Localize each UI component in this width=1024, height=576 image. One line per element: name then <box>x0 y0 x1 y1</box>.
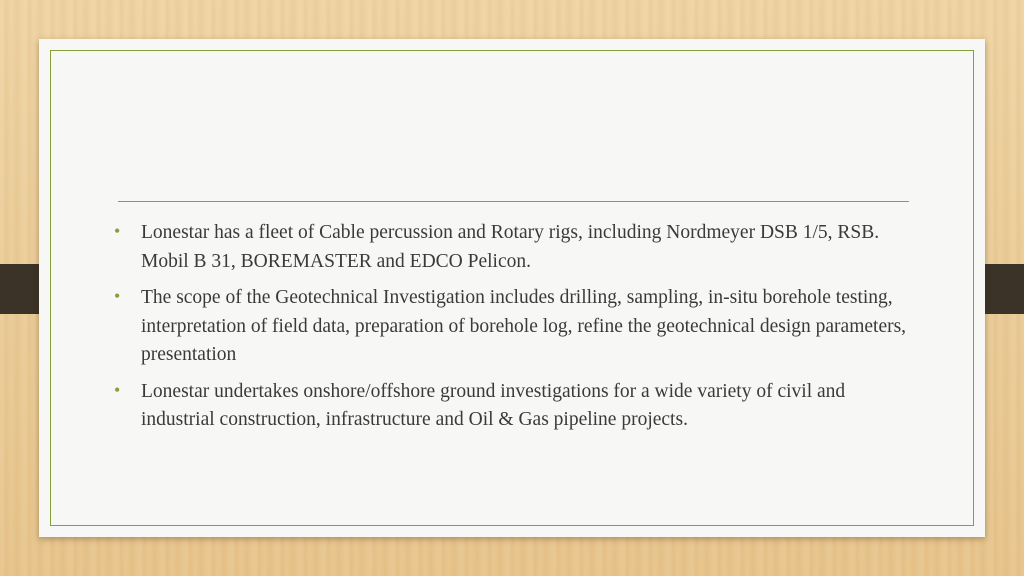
bullet-dot-icon: • <box>114 221 121 241</box>
bullet-item-investigations <box>113 378 913 435</box>
title-divider-line <box>118 201 909 202</box>
bullet-text: Lonestar has a fleet of Cable percussion and Rotary rigs, including Nordmeyer DSB 1/5, RSB. Mobil B 31, BOREMASTER and EDCO Pelicon. <box>141 222 880 272</box>
bullet-dot-icon: • <box>114 286 121 306</box>
bullet-item-fleet <box>113 219 913 276</box>
bullet-text: The scope of the Geotechnical Investigation includes drilling, sampling, in-situ borehole testing, interpretation of field data, preparation of borehole log, refine the geotechnical design parameters, presentation <box>141 287 907 365</box>
bullet-list <box>113 219 913 443</box>
bullet-item-scope <box>113 284 913 370</box>
bullet-dot-icon: • <box>114 379 121 400</box>
bullet-text: Lonestar undertakes onshore/offshore ground investigations for a wide variety of civil and industrial construction, infrastructure and Oil & Gas pipeline projects. <box>141 380 846 430</box>
